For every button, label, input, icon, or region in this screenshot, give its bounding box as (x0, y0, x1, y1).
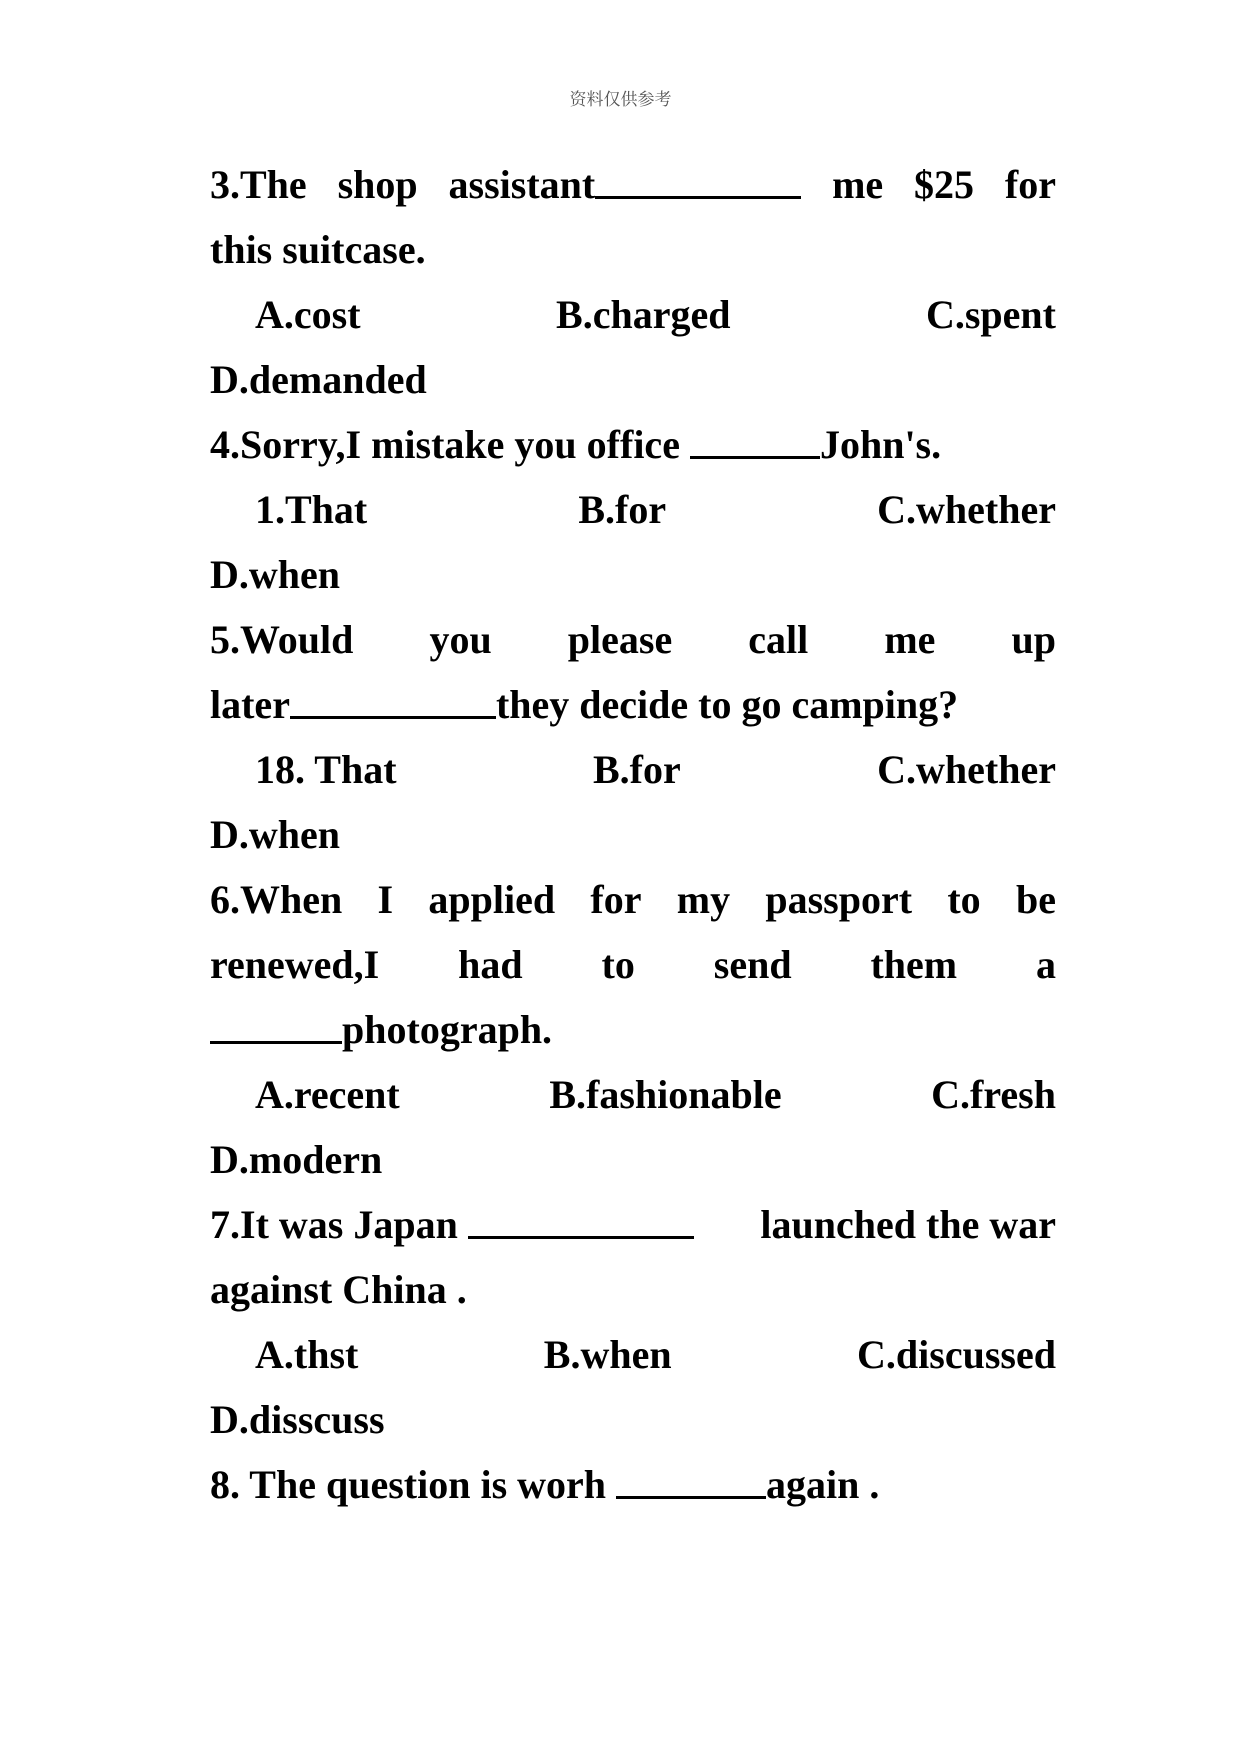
q6-word: 6.When (210, 877, 343, 922)
question-7-options (210, 1322, 1056, 1387)
q6-word: them (870, 942, 958, 987)
option-a: A.recent (255, 1072, 400, 1117)
option-b: B.fashionable (549, 1072, 782, 1117)
q6-word: to (947, 877, 981, 922)
question-list (210, 152, 1056, 1517)
option-c: C.discussed (857, 1332, 1056, 1377)
q6-word: passport (765, 877, 913, 922)
question-3-options (210, 282, 1056, 347)
q6-word: to (601, 942, 635, 987)
question-5-stem-continued: later they decide to go camping? (210, 672, 1056, 737)
option-b: B.when (543, 1332, 672, 1377)
answer-blank (616, 1452, 766, 1499)
q3-word: 3.The (210, 162, 307, 207)
option-a: 1.That (255, 487, 368, 532)
q5-word: call (748, 617, 809, 662)
option-a: A.cost (255, 292, 361, 337)
q5-word: up (1011, 617, 1056, 662)
question-3-stem-continued: this suitcase. (210, 227, 426, 272)
q3-word-with-blank: assistant (449, 152, 802, 217)
q5-word: me (884, 617, 936, 662)
question-6-options (210, 1062, 1056, 1127)
option-a: 18. That (255, 747, 397, 792)
option-d: D.modern (210, 1137, 383, 1182)
question-6-stem-end: photograph. (210, 997, 1056, 1062)
option-b: B.charged (556, 292, 731, 337)
option-c: C.whether (877, 747, 1056, 792)
q5-word: you (429, 617, 492, 662)
answer-blank (210, 997, 342, 1044)
q3-word: $25 (914, 162, 975, 207)
q5-word: please (567, 617, 673, 662)
option-c: C.spent (925, 292, 1056, 337)
q6-word: be (1015, 877, 1056, 922)
answer-blank (690, 412, 820, 459)
q3-word: shop (337, 162, 418, 207)
question-4-stem: 4.Sorry,I mistake you office John's. (210, 412, 1056, 477)
q3-word: me (832, 162, 884, 207)
q6-word: renewed,I (210, 942, 380, 987)
question-8-stem: 8. The question is worh again . (210, 1452, 1056, 1517)
option-c: C.whether (877, 487, 1056, 532)
question-7-stem: 7.It was Japan launched the war (210, 1192, 1056, 1257)
option-d: D.demanded (210, 357, 427, 402)
question-3-stem (210, 152, 1056, 217)
question-6-stem-continued (210, 932, 1056, 997)
option-b: B.for (578, 487, 667, 532)
question-6-stem (210, 867, 1056, 932)
answer-blank (468, 1192, 694, 1239)
option-c: C.fresh (931, 1072, 1056, 1117)
option-d: D.disscuss (210, 1397, 385, 1442)
q6-word: I (377, 877, 394, 922)
option-b: B.for (592, 747, 681, 792)
question-4-options (210, 477, 1056, 542)
q6-word: a (1035, 942, 1056, 987)
option-a: A.thst (255, 1332, 359, 1377)
answer-blank (290, 672, 496, 719)
q6-word: had (458, 942, 523, 987)
q3-word: for (1004, 162, 1056, 207)
question-7-stem-continued: against China . (210, 1267, 467, 1312)
page-header: 资料仅供参考 (569, 90, 672, 110)
option-d: D.when (210, 552, 341, 597)
question-5-stem (210, 607, 1056, 672)
q5-word: 5.Would (210, 617, 354, 662)
q6-word: for (590, 877, 642, 922)
q6-word: applied (428, 877, 556, 922)
option-d: D.when (210, 812, 341, 857)
answer-blank (595, 152, 801, 199)
question-5-options (210, 737, 1056, 802)
q6-word: my (676, 877, 731, 922)
q6-word: send (713, 942, 792, 987)
